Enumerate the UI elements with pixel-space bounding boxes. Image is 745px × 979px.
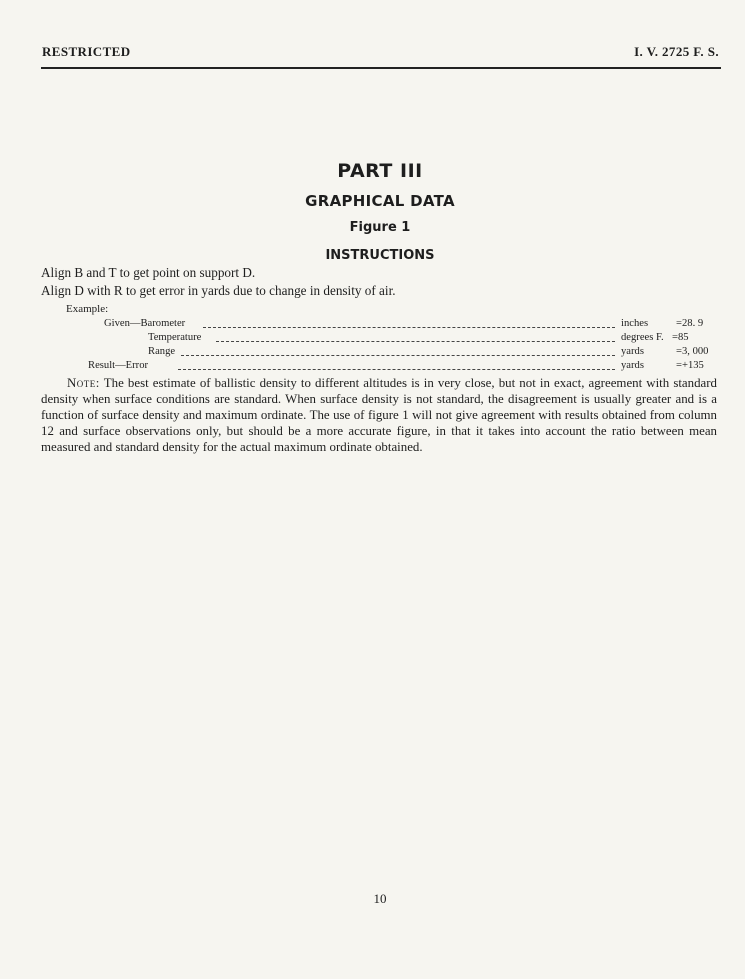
example-row-error (0, 360, 745, 374)
example-row-label: Temperature (148, 332, 202, 343)
example-row-value: =3, 000 (676, 346, 709, 357)
example-row-value: =28. 9 (676, 318, 704, 329)
note-paragraph (41, 375, 717, 455)
note-label: Note: (67, 376, 100, 390)
example-label: Example: (66, 303, 109, 315)
header-rule (41, 67, 721, 69)
example-row-value: =85 (672, 332, 689, 343)
classification-label: RESTRICTED (42, 44, 131, 59)
leader-dots (181, 355, 615, 356)
figure-title: Figure 1 (349, 220, 411, 235)
instruction-line-2: Align D with R to get error in yards due to change in density of air. (41, 283, 396, 298)
instruction-line-1: Align B and T to get point on support D. (41, 265, 256, 280)
example-row-label: Result—Error (88, 360, 149, 371)
example-row-label: Range (148, 346, 176, 357)
section-title: GRAPHICAL DATA (305, 192, 455, 210)
leader-dots (203, 327, 615, 328)
example-row-label: Given—Barometer (104, 318, 186, 329)
example-row-unit: degrees F. (621, 332, 664, 343)
page-header (42, 44, 719, 66)
example-row-barometer (0, 318, 745, 332)
page-number: 10 (373, 891, 387, 906)
note-text: The best estimate of ballistic density to different altitudes is in very close, but not in exact, agreement with standard density when surface conditions are standard. When surface density is not standard, the disagreement is usually greater and is a function of surface density and maximum ordinate. The use of figure 1 will not give agreement with results obtained from column 12 and surface observations only, but should be a more accurate figure, in that it takes into account the ratio between mean measured and standard density for the actual maximum ordinate obtained. (41, 376, 717, 454)
leader-dots (178, 369, 615, 370)
leader-dots (216, 341, 615, 342)
example-row-unit: yards (621, 346, 644, 357)
instructions-title: INSTRUCTIONS (325, 248, 435, 263)
example-row-value: =+135 (676, 360, 704, 371)
example-row-unit: inches (621, 318, 649, 329)
example-row-range (0, 346, 745, 360)
example-row-unit: yards (621, 360, 644, 371)
document-code: I. V. 2725 F. S. (634, 44, 719, 59)
example-row-temperature (0, 332, 745, 346)
part-title: PART III (337, 160, 423, 182)
